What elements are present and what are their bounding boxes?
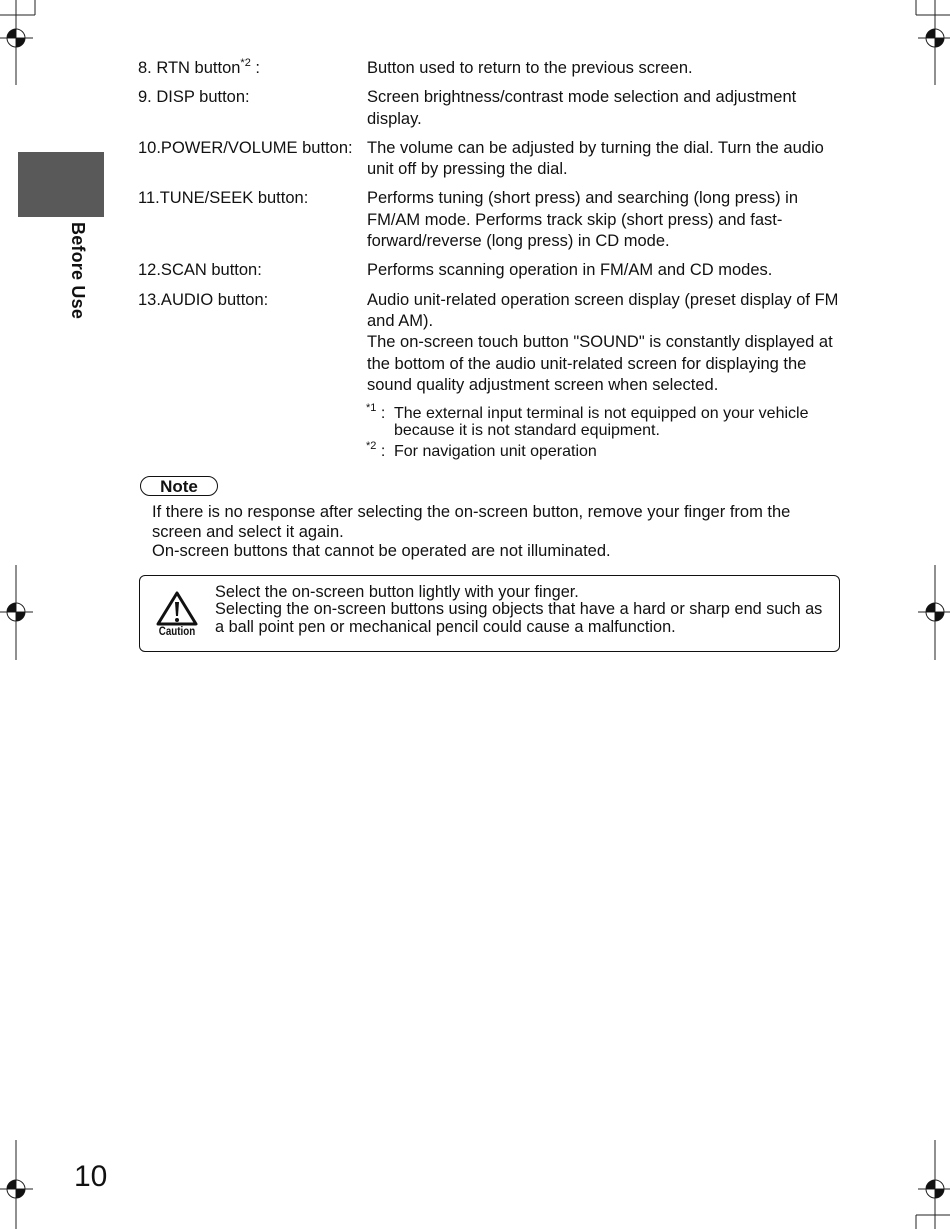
item-description: Performs scanning operation in FM/AM and CD modes. xyxy=(367,261,773,280)
note-badge: Note xyxy=(140,476,218,496)
section-tab-label: Before Use xyxy=(68,222,88,320)
warning-triangle-icon xyxy=(154,590,200,642)
item-description: The volume can be adjusted by turning the dial. Turn the audio unit off by pressing the dial. xyxy=(367,138,824,179)
page-number: 10 xyxy=(74,1160,108,1193)
list-item xyxy=(138,87,843,130)
section-tab xyxy=(18,152,104,217)
footnote: $^{*1}$ : The external input terminal is not equipped on your vehicle because it is not standard equipment. xyxy=(366,402,809,439)
caution-box xyxy=(139,575,840,652)
footnote: $^{*2}$ : For navigation unit operation xyxy=(366,440,597,460)
list-item xyxy=(138,290,843,396)
list-item xyxy=(138,260,843,281)
note-text: If there is no response after selecting the on-screen button, remove your finger from the screen and select it again. On-screen buttons that cannot be operated are not illuminated. xyxy=(152,503,791,560)
item-description: Screen brightness/contrast mode selection and adjustment display. xyxy=(367,88,797,128)
footnotes xyxy=(366,402,846,464)
item-term: 13.AUDIO button: xyxy=(138,290,269,309)
item-description: Button used to return to the previous screen. xyxy=(367,59,693,77)
caution-text: Select the on-screen button lightly with your finger. Selecting the on-screen buttons using objects that have a hard or sharp end such as a ball point pen or mechanical pencil could cause a malfunction. xyxy=(215,583,823,636)
list-item xyxy=(138,138,843,181)
item-term: 10.POWER/VOLUME button: xyxy=(138,138,353,157)
item-term: 8. RTN button$^{*2}$ : xyxy=(138,57,260,77)
item-description: Performs tuning (short press) and searching (long press) in FM/AM mode. Performs track skip (short press) and fast-forward/reverse (long press) in CD mode. xyxy=(367,189,799,251)
item-description: Audio unit-related operation screen display (preset display of FM and AM). The on-screen touch button "SOUND" is constantly displayed at the bottom of the audio unit-related screen for displaying the sound quality adjustment screen when selected. xyxy=(367,290,839,394)
button-description-list xyxy=(138,58,843,404)
caution-label: Caution xyxy=(158,626,196,638)
list-item xyxy=(138,188,843,252)
item-term: 11.TUNE/SEEK button: xyxy=(138,189,309,208)
item-term: 12.SCAN button: xyxy=(138,261,262,280)
list-item xyxy=(138,58,843,79)
footnote-ref: *2 xyxy=(240,57,251,69)
item-term: 9. DISP button: xyxy=(138,88,250,107)
